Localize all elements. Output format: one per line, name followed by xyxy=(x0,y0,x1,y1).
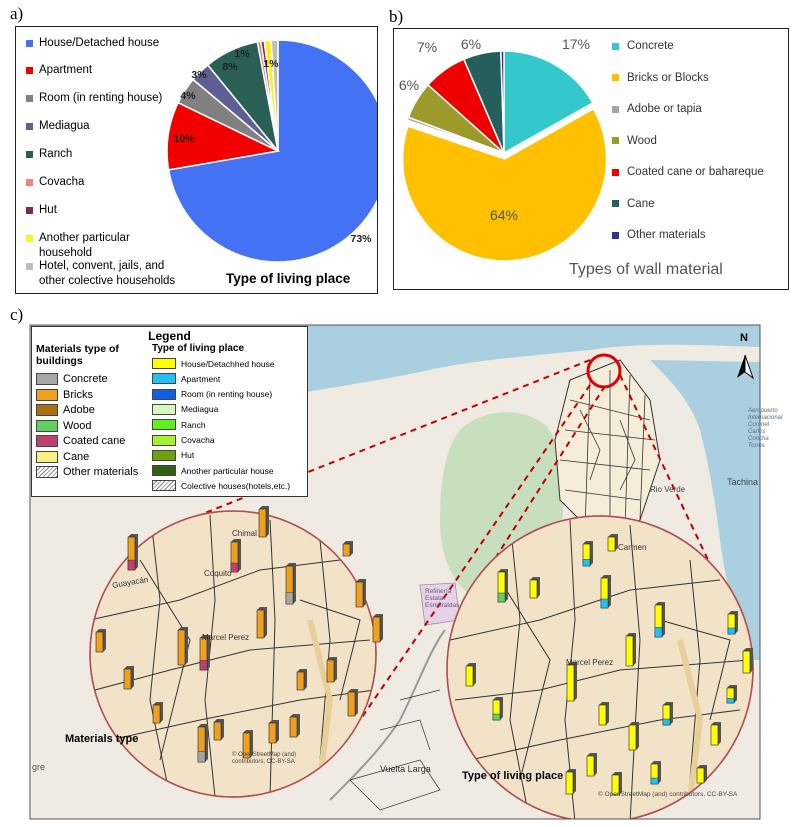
material-swatch xyxy=(36,389,58,401)
building-bar xyxy=(259,506,269,537)
place-grey: gre xyxy=(32,762,46,772)
building-bar xyxy=(297,669,307,690)
building-bar xyxy=(128,534,138,570)
legend-label: Room (in renting house) xyxy=(39,92,163,104)
material-legend-item xyxy=(36,435,125,447)
pie-label-3: 3% xyxy=(191,69,207,81)
legend-label: Concrete xyxy=(627,40,674,52)
building-bar xyxy=(257,607,267,638)
living-legend-item xyxy=(152,435,215,446)
legend-label: Another particular household xyxy=(39,232,130,259)
building-bar xyxy=(587,753,597,776)
street-marcel-right: Marcel Perez xyxy=(566,658,614,667)
legend-label: Adobe or tapia xyxy=(627,103,702,115)
building-bar xyxy=(711,722,721,745)
place-aeropuerto: Aeropuerto Internacional Coronel Carlos Concha Torres xyxy=(748,408,783,449)
living-label: Hut xyxy=(181,450,195,461)
building-bar xyxy=(626,633,636,666)
building-bar xyxy=(198,724,208,762)
material-label: Adobe xyxy=(63,404,95,416)
attribution-left: © OpenStreetMap (and) contributors, CC-BY-SA xyxy=(232,752,297,765)
building-bar xyxy=(697,765,707,783)
living-legend-item xyxy=(152,358,275,369)
material-label: Wood xyxy=(63,419,92,432)
pie-label-4: 7% xyxy=(416,39,438,55)
material-swatch xyxy=(36,404,58,416)
attribution-right: © OpenStreetMap (and) contributors, CC-BY-SA xyxy=(598,791,738,798)
pie-label-2: 4% xyxy=(180,90,196,102)
material-legend-item xyxy=(36,451,89,463)
legend-label: Apartment xyxy=(39,64,93,76)
pie-label-7: 1% xyxy=(234,48,250,60)
living-place-title: Type of living place xyxy=(226,271,351,286)
building-bar xyxy=(583,541,593,566)
legend-label: Ranch xyxy=(39,148,73,160)
material-swatch xyxy=(36,373,58,385)
building-bar xyxy=(327,657,337,682)
living-swatch xyxy=(152,419,176,430)
panel-label-b: b) xyxy=(389,7,404,26)
material-legend-item xyxy=(36,389,93,401)
building-bar xyxy=(655,602,665,637)
pie-label-0: 73% xyxy=(350,233,372,245)
building-bar xyxy=(286,563,296,604)
building-bar xyxy=(567,662,577,701)
material-label: Concrete xyxy=(63,373,108,385)
living-label: Room (in renting house) xyxy=(181,389,273,400)
building-bar xyxy=(466,663,476,686)
living-legend-item xyxy=(152,480,290,491)
building-bar xyxy=(663,702,673,725)
living-legend-item xyxy=(152,404,218,415)
building-bar xyxy=(373,614,383,642)
place-vuelta-larga: Vuelta Larga xyxy=(380,764,431,774)
living-swatch xyxy=(152,435,176,446)
building-bar xyxy=(651,761,661,784)
pie-label-1: 64% xyxy=(489,207,519,223)
street-carmen: Carmen xyxy=(618,543,647,552)
legend-label: Wood xyxy=(627,134,657,147)
building-bar xyxy=(727,685,737,703)
building-bar xyxy=(153,702,163,723)
material-label: Bricks xyxy=(63,388,93,401)
building-bar xyxy=(530,577,540,598)
map-legend-title: Legend xyxy=(148,329,191,343)
living-swatch xyxy=(152,373,176,384)
building-bar xyxy=(348,689,358,716)
pie-label-0: 17% xyxy=(561,36,591,52)
living-label: Covacha xyxy=(181,435,215,445)
legend-label: Bricks or Blocks xyxy=(627,71,709,84)
street-marcel-left: Marcel Perez xyxy=(202,633,250,642)
building-bar xyxy=(269,720,279,743)
legend-label: Hotel, convent, jails, and other colective households xyxy=(39,260,176,287)
legend-label: Mediagua xyxy=(39,120,90,132)
material-label: Coated cane xyxy=(63,435,126,447)
living-swatch xyxy=(152,404,176,415)
legend-label: Cane xyxy=(627,197,655,210)
building-bar xyxy=(493,697,503,720)
legend-label: Hut xyxy=(39,204,57,216)
materials-circle-label: Materials type xyxy=(65,733,139,745)
living-circle-label: Type of living place xyxy=(462,770,564,782)
legend-label: Other materials xyxy=(627,229,706,241)
living-swatch xyxy=(152,389,176,400)
building-bar xyxy=(231,539,241,572)
place-rio-verde: Rio Verde xyxy=(650,485,686,494)
pie-label-1: 10% xyxy=(173,133,195,145)
living-swatch xyxy=(152,465,176,476)
street-coquito: Coquito xyxy=(204,569,232,578)
pie-label-5: 6% xyxy=(460,36,482,52)
material-label: Cane xyxy=(63,450,90,463)
building-bar xyxy=(124,666,134,689)
material-legend-item xyxy=(36,466,138,478)
building-bar xyxy=(728,611,738,634)
building-bar xyxy=(601,575,611,608)
living-heading: Type of living place xyxy=(152,343,245,354)
material-label: Other materials xyxy=(63,466,139,478)
place-tachina: Tachina xyxy=(727,477,759,487)
living-label: Ranch xyxy=(181,419,206,430)
pie-label-4: 8% xyxy=(222,61,238,73)
living-label: Mediagua xyxy=(181,404,219,415)
legend-label: House/Detached house xyxy=(39,37,160,49)
building-bar xyxy=(290,714,300,737)
material-legend-item xyxy=(36,420,92,432)
building-bar xyxy=(178,627,188,665)
wall-material-title: Types of wall material xyxy=(569,261,723,278)
street-guayacan: Guayacán xyxy=(111,574,149,591)
building-bar xyxy=(356,579,366,607)
material-swatch xyxy=(36,420,58,432)
living-swatch xyxy=(152,480,176,491)
materials-heading: Materials type of buildings xyxy=(36,343,119,367)
material-swatch xyxy=(36,435,58,447)
living-label: Apartment xyxy=(181,373,221,384)
building-bar xyxy=(743,648,753,673)
material-swatch xyxy=(36,466,58,478)
street-chimal: Chimal xyxy=(232,529,257,538)
pie-label-3: 6% xyxy=(398,77,420,93)
panel-label-a: a) xyxy=(10,4,24,23)
living-label: Another particular house xyxy=(181,465,274,476)
building-bar xyxy=(566,769,576,794)
pie-label-8: 1% xyxy=(263,58,279,70)
building-bar xyxy=(214,719,224,740)
living-swatch xyxy=(152,450,176,461)
place-refineria: Refinería Estatal Esmeraldas xyxy=(425,588,460,609)
building-bar xyxy=(629,722,639,750)
building-bar xyxy=(608,534,618,551)
legend-label: Coated cane or bahareque xyxy=(627,166,764,178)
living-legend-item xyxy=(152,419,206,430)
building-bar xyxy=(498,569,508,602)
north-label: N xyxy=(740,332,748,344)
living-swatch xyxy=(152,358,176,369)
living-legend-item xyxy=(152,373,220,384)
building-bar xyxy=(599,702,609,725)
living-legend-item xyxy=(152,465,274,476)
legend-label: Covacha xyxy=(39,176,85,188)
living-label: House/Detachhed house xyxy=(181,358,275,369)
building-bar xyxy=(96,629,106,652)
panel-label-c: c) xyxy=(10,305,24,324)
material-legend-item xyxy=(36,404,95,416)
material-swatch xyxy=(36,451,58,463)
material-legend-item xyxy=(36,373,108,385)
living-label: Colective houses(hotels,etc.) xyxy=(181,480,291,491)
living-legend-item xyxy=(152,450,194,461)
living-legend-item xyxy=(152,389,272,400)
map-legend xyxy=(31,326,308,497)
building-bar xyxy=(343,541,353,556)
